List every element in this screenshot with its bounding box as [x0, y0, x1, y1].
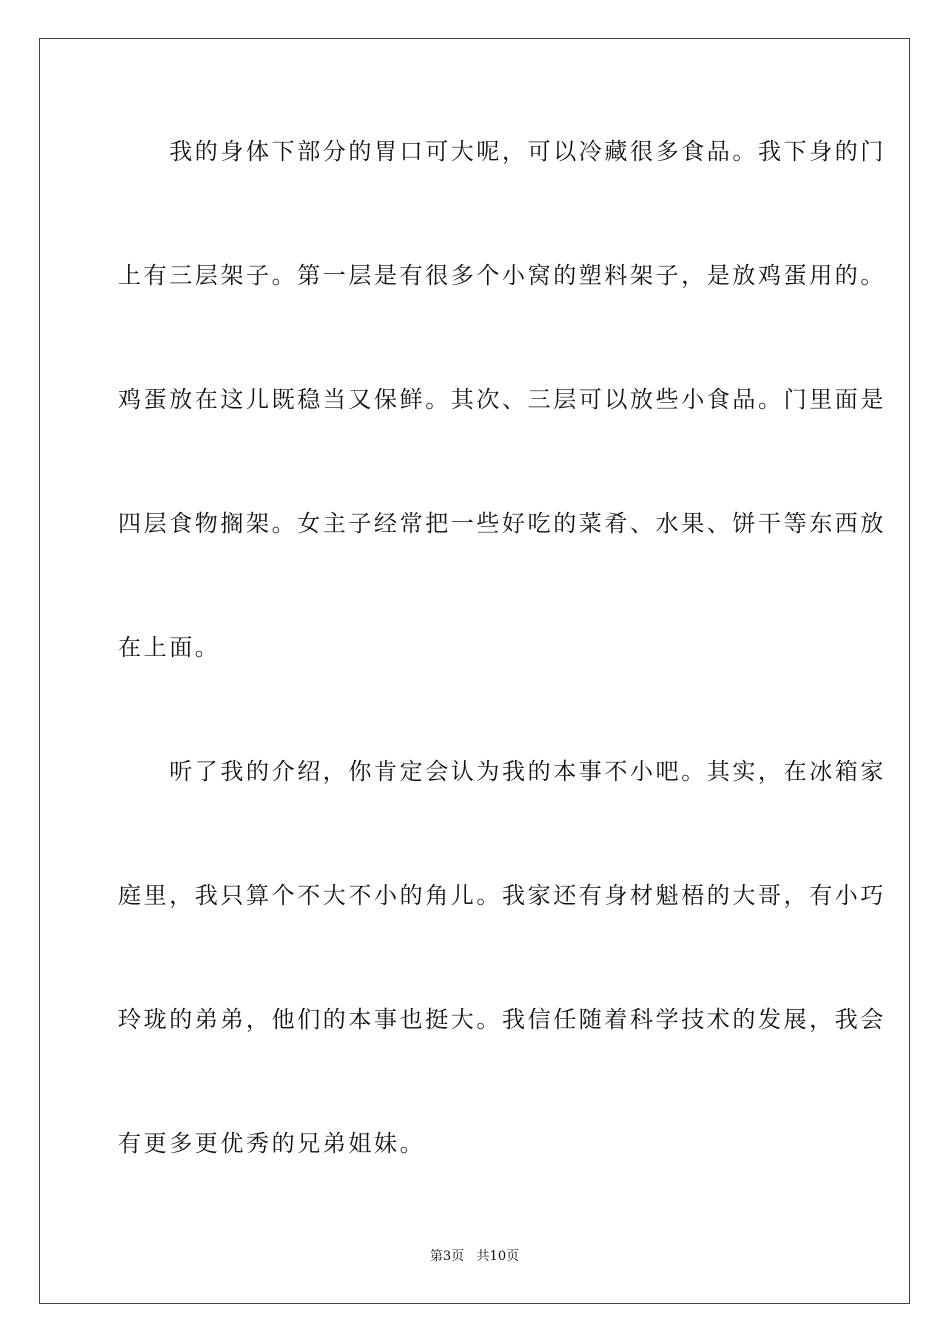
text-line: 四层食物搁架。女主子经常把一些好吃的菜肴、水果、饼干等东西放 [118, 511, 886, 537]
page-number-footer: 第3页 共10页 [429, 1249, 520, 1264]
text-line: 有更多更优秀的兄弟姐妹。 [118, 1131, 426, 1157]
text-line: 鸡蛋放在这儿既稳当又保鲜。其次、三层可以放些小食品。门里面是 [118, 387, 886, 413]
text-line: 玲珑的弟弟，他们的本事也挺大。我信任随着科学技术的发展，我会 [118, 1007, 886, 1033]
text-line: 听了我的介绍，你肯定会认为我的本事不小吧。其实，在冰箱家 [118, 759, 886, 785]
text-line: 在上面。 [118, 635, 221, 661]
text-line: 我的身体下部分的胃口可大呢，可以冷藏很多食品。我下身的门 [118, 139, 886, 165]
document-page [39, 38, 910, 1304]
text-line: 上有三层架子。第一层是有很多个小窝的塑料架子，是放鸡蛋用的。 [118, 263, 886, 289]
text-line: 庭里，我只算个不大不小的角儿。我家还有身材魁梧的大哥，有小巧 [118, 883, 886, 909]
